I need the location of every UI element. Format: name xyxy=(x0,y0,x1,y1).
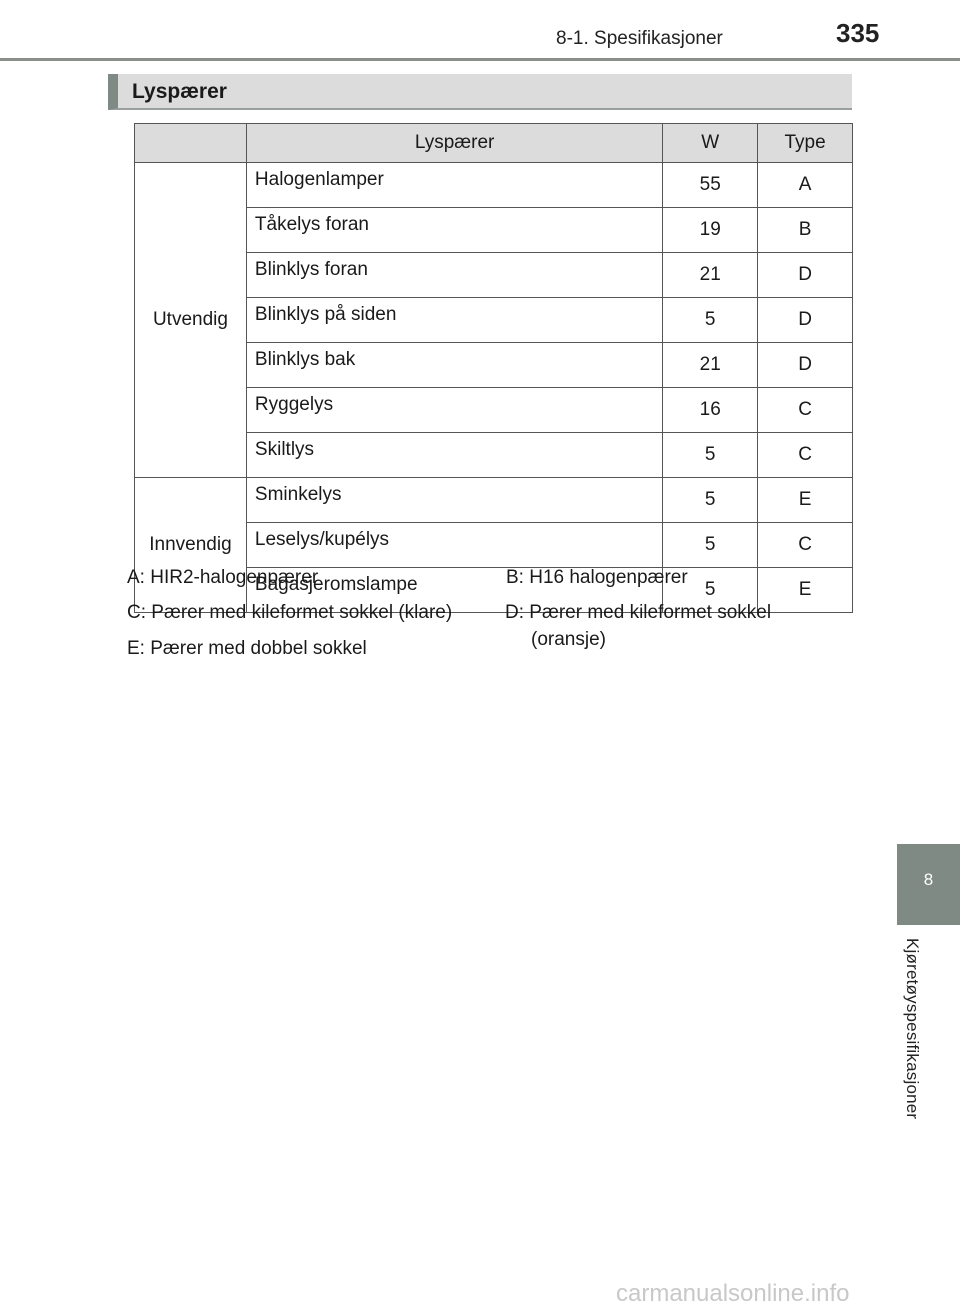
table-row xyxy=(135,163,853,208)
chapter-label: Kjøretøyspesifikasjoner xyxy=(903,938,922,1120)
bulb-type: D xyxy=(758,253,853,298)
column-header: W xyxy=(663,124,758,163)
table-row xyxy=(135,478,853,523)
chapter-tab xyxy=(897,844,960,925)
bulb-spec-table xyxy=(134,123,853,613)
header-divider xyxy=(0,58,960,61)
bulb-type: C xyxy=(758,523,853,568)
bulb-watt: 21 xyxy=(663,343,758,388)
bulb-watt: 5 xyxy=(663,568,758,613)
bulb-name: Skiltlys xyxy=(246,433,662,478)
bulb-name: Blinklys foran xyxy=(246,253,662,298)
bulb-name: Tåkelys foran xyxy=(246,208,662,253)
bulb-name: Blinklys bak xyxy=(246,343,662,388)
legend-e: E: Pærer med dobbel sokkel xyxy=(127,638,367,659)
bulb-type: B xyxy=(758,208,853,253)
bulb-watt: 5 xyxy=(663,298,758,343)
bulb-type: E xyxy=(758,478,853,523)
legend-d: D: Pærer med kileformet sokkel xyxy=(505,602,772,623)
bulb-watt: 5 xyxy=(663,433,758,478)
page-number: 335 xyxy=(836,18,880,48)
bulb-type: C xyxy=(758,388,853,433)
bulb-watt: 16 xyxy=(663,388,758,433)
bulb-watt: 19 xyxy=(663,208,758,253)
legend-c: C: Pærer med kileformet sokkel (klare) xyxy=(127,602,453,623)
bulb-name: Ryggelys xyxy=(246,388,662,433)
section-title: Lyspærer xyxy=(132,80,227,103)
running-header: 8-1. Spesifikasjoner xyxy=(556,28,723,49)
legend-d-continued: (oransje) xyxy=(531,629,606,650)
group-label: Utvendig xyxy=(135,163,247,478)
group-label: Innvendig xyxy=(135,478,247,613)
column-header: Lyspærer xyxy=(246,124,662,163)
bulb-name: Sminkelys xyxy=(246,478,662,523)
bulb-type: A xyxy=(758,163,853,208)
bulb-type: E xyxy=(758,568,853,613)
bulb-type: D xyxy=(758,298,853,343)
bulb-watt: 21 xyxy=(663,253,758,298)
table-header-row xyxy=(135,124,853,163)
legend-b: B: H16 halogenpærer xyxy=(506,567,688,588)
bulb-watt: 5 xyxy=(663,523,758,568)
section-heading-bar xyxy=(108,74,852,110)
watermark: carmanualsonline.info xyxy=(616,1280,850,1307)
bulb-name: Leselys/kupélys xyxy=(246,523,662,568)
bulb-name: Halogenlamper xyxy=(246,163,662,208)
bulb-name: Bagasjeromslampe xyxy=(246,568,662,613)
bulb-type: D xyxy=(758,343,853,388)
bulb-watt: 5 xyxy=(663,478,758,523)
column-header xyxy=(135,124,247,163)
legend-a: A: HIR2-halogenpærer xyxy=(127,567,319,588)
bulb-type: C xyxy=(758,433,853,478)
bulb-name: Blinklys på siden xyxy=(246,298,662,343)
chapter-number: 8 xyxy=(923,870,934,889)
column-header: Type xyxy=(758,124,853,163)
bulb-watt: 55 xyxy=(663,163,758,208)
